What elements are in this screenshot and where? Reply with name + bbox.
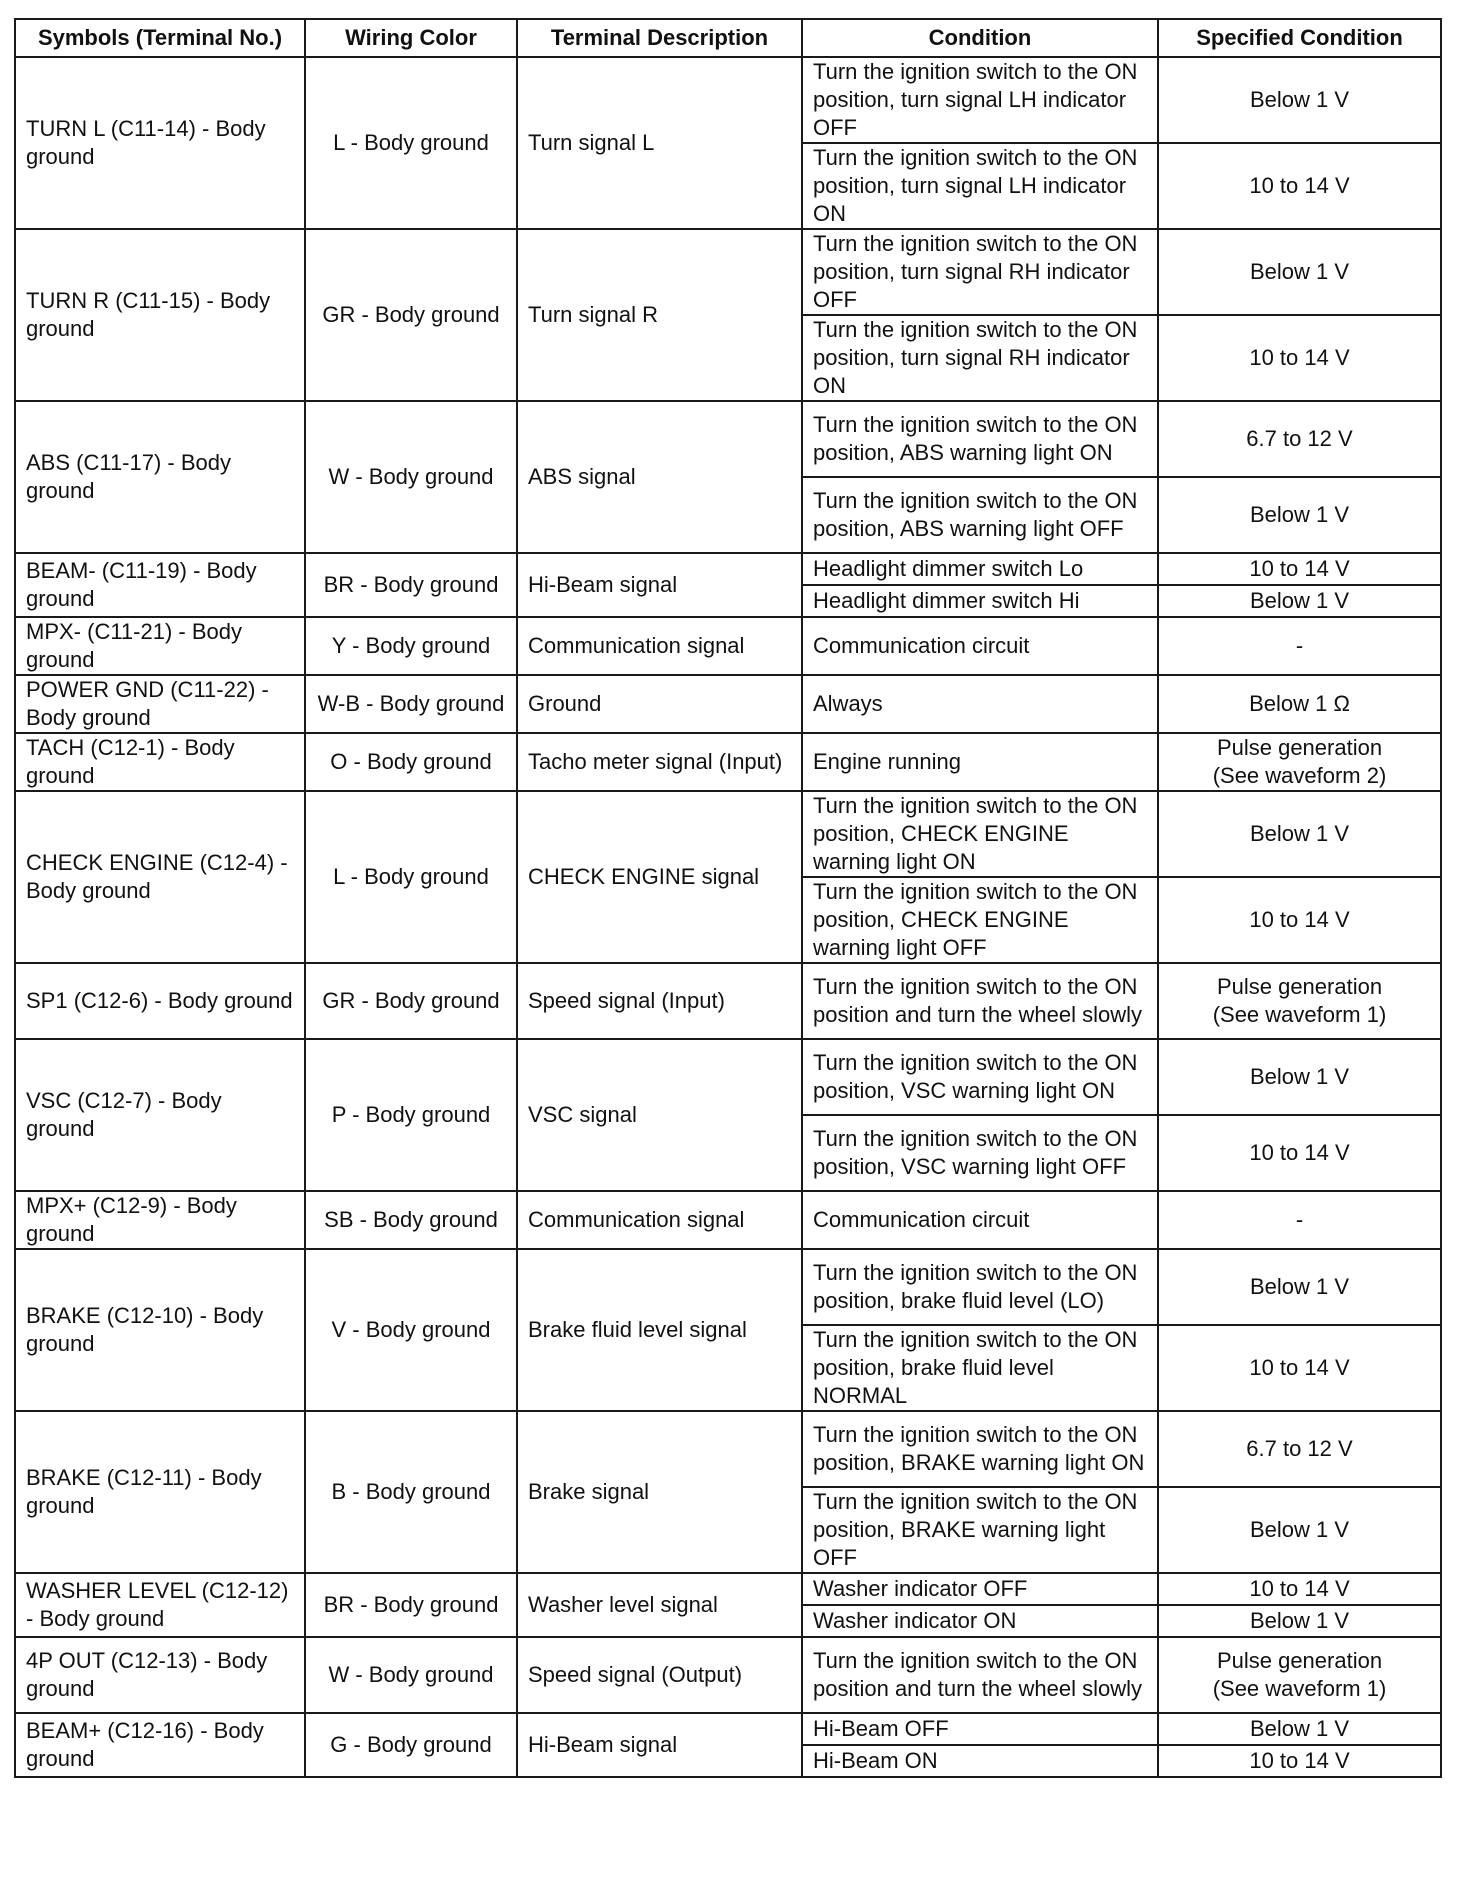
wiring-color-cell: L - Body ground <box>305 791 517 963</box>
specified-value: 10 to 14 V <box>1249 556 1350 581</box>
header-symbols: Symbols (Terminal No.) <box>15 19 305 57</box>
table-row <box>15 1713 1441 1745</box>
table-row <box>15 617 1441 675</box>
condition-cell: Hi-Beam OFF <box>802 1713 1158 1745</box>
terminal-description-cell: Turn signal L <box>517 57 802 229</box>
header-condition: Condition <box>802 19 1158 57</box>
wiring-color-cell: BR - Body ground <box>305 553 517 617</box>
condition-cell: Turn the ignition switch to the ON position, VSC warning light OFF <box>802 1115 1158 1191</box>
terminal-symbol-cell: VSC (C12-7) - Body ground <box>15 1039 305 1191</box>
specified-value: Below 1 V <box>1249 1517 1350 1542</box>
specified-value: 10 to 14 V <box>1249 173 1350 198</box>
condition-cell: Engine running <box>802 733 1158 791</box>
specified-condition-cell <box>1158 1605 1441 1637</box>
condition-cell: Turn the ignition switch to the ON position and turn the wheel slowly <box>802 963 1158 1039</box>
specified-value: Below 1 V <box>1249 588 1350 613</box>
table-body <box>15 57 1441 1777</box>
specified-value: 10 to 14 V <box>1249 1576 1350 1601</box>
terminal-symbol-cell: SP1 (C12-6) - Body ground <box>15 963 305 1039</box>
condition-cell: Always <box>802 675 1158 733</box>
terminal-description-cell: Communication signal <box>517 1191 802 1249</box>
condition-cell: Turn the ignition switch to the ON position, turn signal LH indicator OFF <box>802 57 1158 143</box>
specified-value: Below 1 V <box>1249 1716 1350 1741</box>
terminal-symbol-cell: TURN R (C11-15) - Body ground <box>15 229 305 401</box>
specified-value: Pulse generation <box>1216 735 1383 760</box>
table-row <box>15 1411 1441 1487</box>
condition-cell: Turn the ignition switch to the ON position, CHECK ENGINE warning light OFF <box>802 877 1158 963</box>
header-row <box>15 19 1441 57</box>
table-row <box>15 1249 1441 1325</box>
specified-value: Below 1 V <box>1249 502 1350 527</box>
table-row <box>15 229 1441 315</box>
specified-value: Below 1 V <box>1249 87 1350 112</box>
specified-value: 10 to 14 V <box>1249 907 1350 932</box>
condition-cell: Turn the ignition switch to the ON position, turn signal RH indicator ON <box>802 315 1158 401</box>
condition-cell: Turn the ignition switch to the ON position, ABS warning light ON <box>802 401 1158 477</box>
terminal-description-cell: VSC signal <box>517 1039 802 1191</box>
table-row <box>15 1637 1441 1713</box>
terminal-symbol-cell: MPX- (C11-21) - Body ground <box>15 617 305 675</box>
condition-cell: Communication circuit <box>802 1191 1158 1249</box>
wiring-color-cell: B - Body ground <box>305 1411 517 1573</box>
terminal-symbol-cell: BRAKE (C12-10) - Body ground <box>15 1249 305 1411</box>
specified-condition-cell <box>1158 57 1441 143</box>
terminal-description-cell: ABS signal <box>517 401 802 553</box>
terminal-symbol-cell: TURN L (C11-14) - Body ground <box>15 57 305 229</box>
specified-condition-cell <box>1158 1325 1441 1411</box>
condition-cell: Communication circuit <box>802 617 1158 675</box>
specified-value: Below 1 Ω <box>1249 691 1350 716</box>
header-terminal-description: Terminal Description <box>517 19 802 57</box>
specified-value: Pulse generation <box>1216 974 1383 999</box>
specified-value: 10 to 14 V <box>1249 1355 1350 1380</box>
specified-note: (See waveform 1) <box>1212 1676 1387 1701</box>
condition-cell: Headlight dimmer switch Lo <box>802 553 1158 585</box>
wiring-color-cell: O - Body ground <box>305 733 517 791</box>
terminal-symbol-cell: ABS (C11-17) - Body ground <box>15 401 305 553</box>
specified-condition-cell <box>1158 477 1441 553</box>
terminal-symbol-cell: 4P OUT (C12-13) - Body ground <box>15 1637 305 1713</box>
wiring-color-cell: P - Body ground <box>305 1039 517 1191</box>
terminal-symbol-cell: MPX+ (C12-9) - Body ground <box>15 1191 305 1249</box>
specified-value: Pulse generation <box>1216 1648 1383 1673</box>
condition-cell: Turn the ignition switch to the ON position, VSC warning light ON <box>802 1039 1158 1115</box>
wiring-color-cell: W - Body ground <box>305 1637 517 1713</box>
header-wiring-color: Wiring Color <box>305 19 517 57</box>
specified-condition-cell <box>1158 143 1441 229</box>
terminal-symbol-cell: CHECK ENGINE (C12-4) - Body ground <box>15 791 305 963</box>
specified-value: 10 to 14 V <box>1249 345 1350 370</box>
specified-value: Below 1 V <box>1249 1274 1350 1299</box>
wiring-color-cell: V - Body ground <box>305 1249 517 1411</box>
specified-condition-cell <box>1158 617 1441 675</box>
specified-value: Below 1 V <box>1249 259 1350 284</box>
header-specified-condition: Specified Condition <box>1158 19 1441 57</box>
table-row <box>15 675 1441 733</box>
specified-value: - <box>1295 1207 1304 1232</box>
specified-condition-cell <box>1158 733 1441 791</box>
specified-value: Below 1 V <box>1249 1064 1350 1089</box>
specified-condition-cell <box>1158 791 1441 877</box>
condition-cell: Turn the ignition switch to the ON position, ABS warning light OFF <box>802 477 1158 553</box>
specified-condition-cell <box>1158 1637 1441 1713</box>
terminal-symbol-cell: BRAKE (C12-11) - Body ground <box>15 1411 305 1573</box>
terminal-description-cell: Hi-Beam signal <box>517 553 802 617</box>
wiring-color-cell: G - Body ground <box>305 1713 517 1777</box>
terminal-description-cell: Turn signal R <box>517 229 802 401</box>
table-row <box>15 963 1441 1039</box>
terminal-symbol-cell: WASHER LEVEL (C12-12) - Body ground <box>15 1573 305 1637</box>
specified-value: Below 1 V <box>1249 1608 1350 1633</box>
condition-cell: Turn the ignition switch to the ON position, brake fluid level (LO) <box>802 1249 1158 1325</box>
specified-note: (See waveform 1) <box>1212 1002 1387 1027</box>
terminal-spec-table <box>14 18 1442 1778</box>
specified-condition-cell <box>1158 1191 1441 1249</box>
specified-value: - <box>1295 633 1304 658</box>
terminal-description-cell: Communication signal <box>517 617 802 675</box>
terminal-description-cell: Brake signal <box>517 1411 802 1573</box>
specified-condition-cell <box>1158 1039 1441 1115</box>
condition-cell: Turn the ignition switch to the ON position, CHECK ENGINE warning light ON <box>802 791 1158 877</box>
table-row <box>15 553 1441 585</box>
specified-condition-cell <box>1158 675 1441 733</box>
specified-condition-cell <box>1158 1411 1441 1487</box>
condition-cell: Turn the ignition switch to the ON position and turn the wheel slowly <box>802 1637 1158 1713</box>
condition-cell: Turn the ignition switch to the ON position, turn signal RH indicator OFF <box>802 229 1158 315</box>
terminal-description-cell: Hi-Beam signal <box>517 1713 802 1777</box>
terminal-symbol-cell: BEAM- (C11-19) - Body ground <box>15 553 305 617</box>
condition-cell: Washer indicator ON <box>802 1605 1158 1637</box>
specified-condition-cell <box>1158 315 1441 401</box>
wiring-color-cell: BR - Body ground <box>305 1573 517 1637</box>
table-row <box>15 1573 1441 1605</box>
specified-condition-cell <box>1158 585 1441 617</box>
table-row <box>15 791 1441 877</box>
wiring-color-cell: GR - Body ground <box>305 229 517 401</box>
condition-cell: Turn the ignition switch to the ON position, BRAKE warning light OFF <box>802 1487 1158 1573</box>
condition-cell: Turn the ignition switch to the ON position, BRAKE warning light ON <box>802 1411 1158 1487</box>
table-row <box>15 401 1441 477</box>
condition-cell: Washer indicator OFF <box>802 1573 1158 1605</box>
specified-condition-cell <box>1158 1573 1441 1605</box>
wiring-color-cell: W-B - Body ground <box>305 675 517 733</box>
wiring-color-cell: L - Body ground <box>305 57 517 229</box>
terminal-description-cell: Speed signal (Output) <box>517 1637 802 1713</box>
specified-condition-cell <box>1158 877 1441 963</box>
specified-value: Below 1 V <box>1249 821 1350 846</box>
specified-value: 10 to 14 V <box>1249 1140 1350 1165</box>
terminal-description-cell: Speed signal (Input) <box>517 963 802 1039</box>
terminal-description-cell: CHECK ENGINE signal <box>517 791 802 963</box>
specified-condition-cell <box>1158 401 1441 477</box>
terminal-symbol-cell: POWER GND (C11-22) - Body ground <box>15 675 305 733</box>
specified-condition-cell <box>1158 963 1441 1039</box>
specified-condition-cell <box>1158 553 1441 585</box>
condition-cell: Headlight dimmer switch Hi <box>802 585 1158 617</box>
table-row <box>15 733 1441 791</box>
specified-value: 6.7 to 12 V <box>1246 426 1353 451</box>
table-row <box>15 57 1441 143</box>
specified-condition-cell <box>1158 1249 1441 1325</box>
table-row <box>15 1191 1441 1249</box>
specified-condition-cell <box>1158 1115 1441 1191</box>
specified-condition-cell <box>1158 229 1441 315</box>
wiring-color-cell: Y - Body ground <box>305 617 517 675</box>
condition-cell: Turn the ignition switch to the ON position, turn signal LH indicator ON <box>802 143 1158 229</box>
terminal-description-cell: Ground <box>517 675 802 733</box>
specified-note: (See waveform 2) <box>1212 763 1387 788</box>
terminal-symbol-cell: BEAM+ (C12-16) - Body ground <box>15 1713 305 1777</box>
specified-value: 10 to 14 V <box>1249 1748 1350 1773</box>
terminal-description-cell: Washer level signal <box>517 1573 802 1637</box>
wiring-color-cell: SB - Body ground <box>305 1191 517 1249</box>
specified-condition-cell <box>1158 1487 1441 1573</box>
specified-value: 6.7 to 12 V <box>1246 1436 1353 1461</box>
terminal-symbol-cell: TACH (C12-1) - Body ground <box>15 733 305 791</box>
specified-condition-cell <box>1158 1745 1441 1777</box>
wiring-color-cell: GR - Body ground <box>305 963 517 1039</box>
table-row <box>15 1039 1441 1115</box>
wiring-color-cell: W - Body ground <box>305 401 517 553</box>
condition-cell: Hi-Beam ON <box>802 1745 1158 1777</box>
terminal-description-cell: Tacho meter signal (Input) <box>517 733 802 791</box>
terminal-description-cell: Brake fluid level signal <box>517 1249 802 1411</box>
terminal-spec-sheet <box>14 18 1440 1778</box>
specified-condition-cell <box>1158 1713 1441 1745</box>
condition-cell: Turn the ignition switch to the ON position, brake fluid level NORMAL <box>802 1325 1158 1411</box>
